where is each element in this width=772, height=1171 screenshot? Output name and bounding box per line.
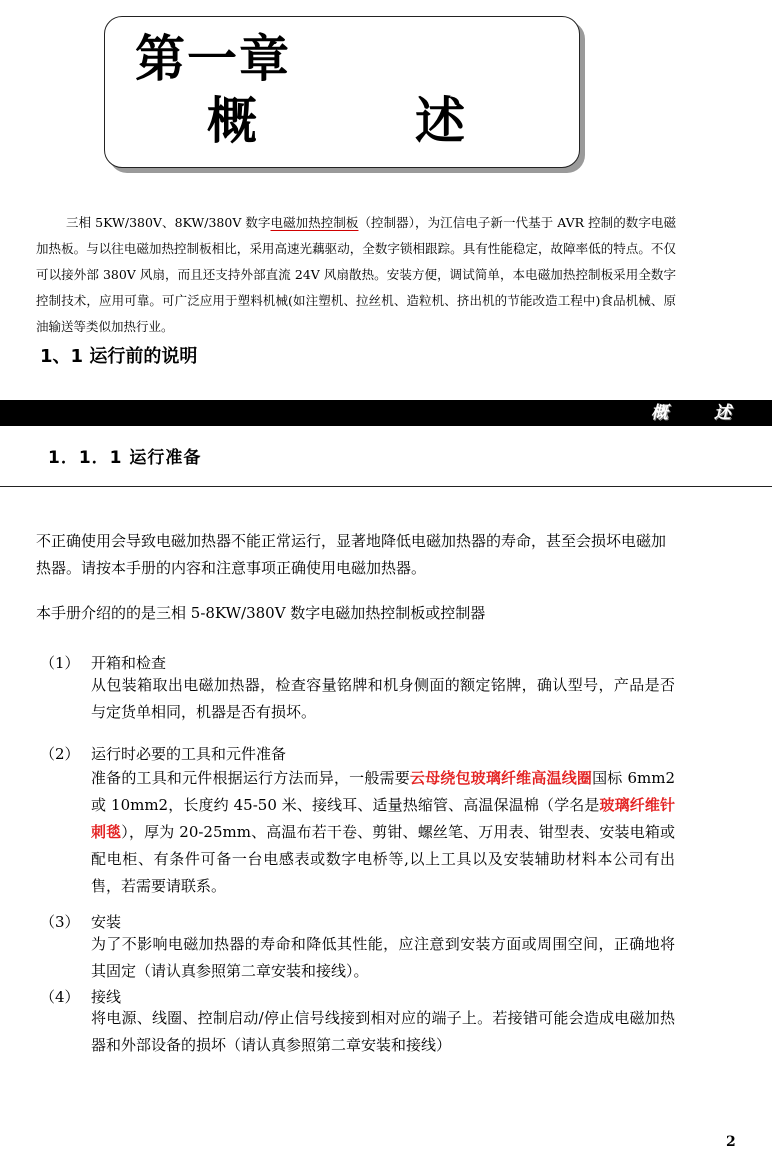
item-4-heading: 接线 xyxy=(91,988,122,1006)
intro-text-rest: （控制器），为江信电子新一代基于 AVR 控制的数字电磁加热板。与以往电磁加热控制板相比，采用高速光藕驱动，全数字锁相跟踪。具有性能稳定，故障率低的特点。不仅可以接外部 380V 风扇，而且还支持外部直流 24V 风扇散热。安装方便，调试简单，本电磁加热控制板采用全数字控制技术，应用可靠。可广泛应用于塑料机械(如注塑机、拉丝机、造粒机、挤出机的节能改造工程中)食品机械、原油输送等类似加热行业。 xyxy=(36,215,676,334)
subsection-title: 1．1．1 运行准备 xyxy=(48,448,202,468)
chapter-name-char-2: 述 xyxy=(415,92,465,150)
item-1-heading: 开箱和检查 xyxy=(91,654,167,672)
divider-line xyxy=(0,486,772,487)
scope-paragraph: 本手册介绍的的是三相 5-8KW/380V 数字电磁加热控制板或控制器 xyxy=(36,604,486,622)
intro-paragraph xyxy=(36,210,676,340)
chapter-title-box xyxy=(104,16,580,168)
item-3-body: 为了不影响电磁加热器的寿命和降低其性能，应注意到安装方面或周围空间，正确地将其固定（请认真参照第二章安装和接线）。 xyxy=(91,935,675,980)
item-2-body xyxy=(91,765,675,900)
warning-paragraph: 不正确使用会导致电磁加热器不能正常运行，显著地降低电磁加热器的寿命，甚至会损坏电磁加热器。请按本手册的内容和注意事项正确使用电磁加热器。 xyxy=(36,532,667,577)
product-link[interactable]: 电磁加热控制板 xyxy=(270,215,359,230)
item-1-number: （1） xyxy=(40,654,80,672)
item-4-number: （4） xyxy=(40,988,80,1006)
item-2-number: （2） xyxy=(40,745,80,763)
item-3-heading: 安装 xyxy=(91,913,122,931)
item-2-highlight-blanket: 玻璃纤维针刺毯 xyxy=(91,796,675,841)
item-4-body: 将电源、线圈、控制启动/停止信号线接到相对应的端子上。若接错可能会造成电磁加热器和外部设备的损坏（请认真参照第二章安装和接线） xyxy=(91,1009,675,1054)
item-2-heading: 运行时必要的工具和元件准备 xyxy=(91,745,287,763)
item-2-text-3: ），厚为 20-25mm、高温布若干卷、剪钳、螺丝笔、万用表、钳型表、安装电箱或配电柜、有条件可备一台电感表或数字电桥等,以上工具以及安装辅助材料本公司有出售，若需要请联系。 xyxy=(91,823,675,895)
item-3-number: （3） xyxy=(40,913,80,931)
chapter-name-char-1: 概 xyxy=(207,92,257,150)
page-number: 2 xyxy=(726,1134,736,1150)
item-2-highlight-coil: 云母绕包玻璃纤维高温线圈 xyxy=(409,769,593,787)
section-title: 1、1 运行前的说明 xyxy=(40,346,198,367)
chapter-number: 第一章 xyxy=(135,30,291,88)
intro-text-start: 三相 5KW/380V、8KW/380V 数字 xyxy=(66,215,271,230)
item-1-body: 从包装箱取出电磁加热器，检查容量铭牌和机身侧面的额定铭牌，确认型号，产品是否与定货单相同，机器是否有损坏。 xyxy=(91,676,675,721)
running-header-char-1: 概 xyxy=(651,403,668,423)
running-header-char-2: 述 xyxy=(714,403,731,423)
item-2-text-1: 准备的工具和元件根据运行方法而异，一般需要 xyxy=(91,769,410,787)
item-2-text-2: 国标 6mm2 或 10mm2，长度约 45-50 米、接线耳、适量热缩管、高温保温棉（学名是 xyxy=(91,769,675,814)
running-header-band xyxy=(0,400,772,426)
